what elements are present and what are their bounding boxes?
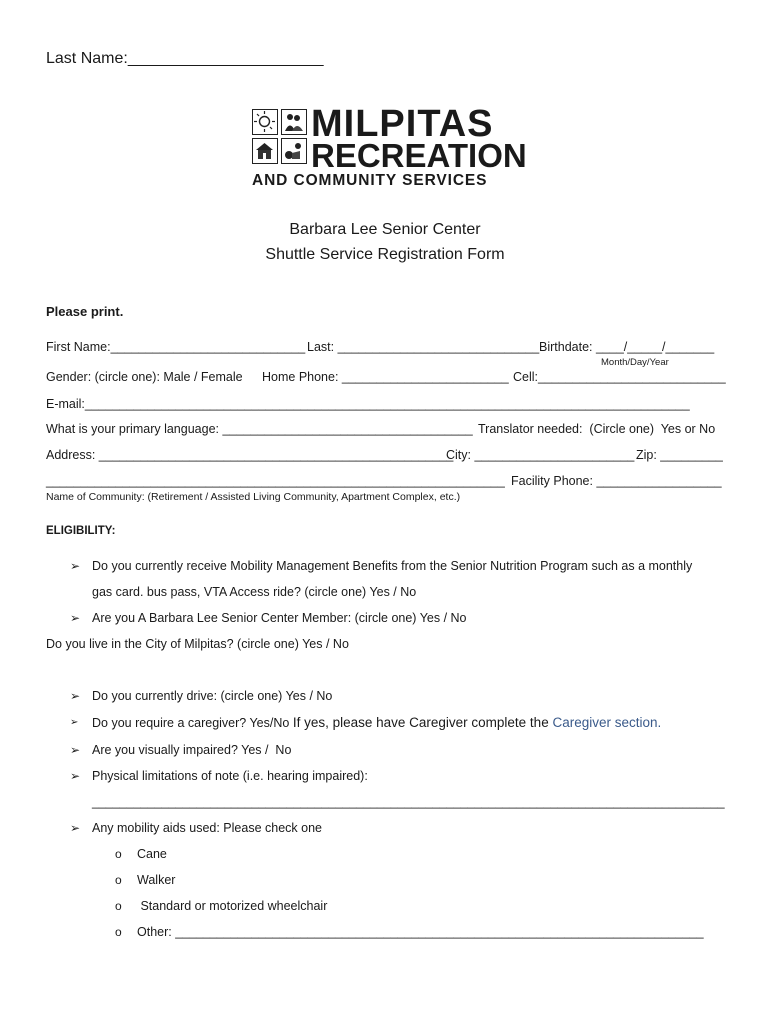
arrow-bullet-icon: ➢ bbox=[70, 559, 81, 573]
birthdate-field[interactable]: Birthdate: ____/_____/_______ bbox=[539, 340, 715, 354]
aid-option-wheelchair[interactable]: Standard or motorized wheelchair bbox=[137, 899, 328, 913]
first-name-field[interactable]: First Name:____________________________ bbox=[46, 340, 306, 354]
arrow-bullet-icon: ➢ bbox=[70, 689, 81, 703]
caregiver-section-link[interactable]: Caregiver section. bbox=[552, 715, 662, 730]
milpitas-logo-icons bbox=[252, 109, 308, 165]
last-name-field[interactable]: Last Name:______________________ bbox=[46, 50, 324, 67]
question-live-in-milpitas[interactable]: Do you live in the City of Milpitas? (circle one) Yes / No bbox=[46, 637, 349, 651]
primary-language-field[interactable]: What is your primary language: ____________________________________ bbox=[46, 422, 473, 436]
aid-option-other[interactable]: Other: ____________________________________________________________________________ bbox=[137, 925, 704, 939]
physical-limitations-field[interactable]: ___________________________________________________________________________________________ bbox=[92, 795, 725, 809]
question-center-member[interactable]: Are you A Barbara Lee Senior Center Member: (circle one) Yes / No bbox=[92, 611, 467, 625]
question-mobility-aids: Any mobility aids used: Please check one bbox=[92, 821, 322, 835]
arrow-bullet-icon: ➢ bbox=[70, 611, 81, 625]
community-hint: Name of Community: (Retirement / Assisted Living Community, Apartment Complex, etc.) bbox=[46, 491, 461, 503]
logo-text-milpitas: MILPITAS bbox=[311, 103, 494, 145]
question-mobility-benefits: Do you currently receive Mobility Management Benefits from the Senior Nutrition Program such as a monthly bbox=[92, 559, 693, 573]
question-visually-impaired[interactable]: Are you visually impaired? Yes / No bbox=[92, 743, 292, 757]
caregiver-instruction-text: If yes, please have Caregiver complete the bbox=[292, 715, 553, 730]
cell-field[interactable]: Cell:___________________________ bbox=[513, 370, 726, 384]
logo-house-icon bbox=[252, 138, 278, 164]
aid-option-walker[interactable]: Walker bbox=[137, 873, 176, 887]
email-field[interactable]: E-mail:_______________________________________________________________________________________ bbox=[46, 397, 690, 411]
question-mobility-benefits-cont[interactable]: gas card. bus pass, VTA Access ride? (circle one) Yes / No bbox=[92, 585, 417, 599]
logo-people-icon bbox=[281, 109, 307, 135]
zip-field[interactable]: Zip: _________ bbox=[636, 448, 723, 462]
aid-option-cane[interactable]: Cane bbox=[137, 847, 167, 861]
question-currently-drive[interactable]: Do you currently drive: (circle one) Yes / No bbox=[92, 689, 333, 703]
circle-bullet-icon: o bbox=[115, 925, 122, 939]
city-field[interactable]: City: _______________________ bbox=[446, 448, 635, 462]
arrow-bullet-icon: ➢ bbox=[70, 821, 81, 835]
address-field[interactable]: Address: ___________________________________________________ bbox=[46, 448, 454, 462]
community-name-field[interactable]: __________________________________________________________________ bbox=[46, 474, 505, 488]
logo-activity-icon bbox=[281, 138, 307, 164]
form-title-line2: Shuttle Service Registration Form bbox=[265, 246, 505, 263]
arrow-bullet-icon: ➢ bbox=[70, 743, 81, 757]
question-require-caregiver[interactable] bbox=[92, 716, 661, 730]
caregiver-question-text: Do you require a caregiver? Yes/No bbox=[92, 716, 293, 730]
logo-text-community-services: AND COMMUNITY SERVICES bbox=[252, 172, 488, 189]
birthdate-hint: Month/Day/Year bbox=[601, 357, 669, 368]
gender-field[interactable]: Gender: (circle one): Male / Female bbox=[46, 370, 243, 384]
arrow-bullet-icon: ➢ bbox=[70, 717, 79, 728]
question-physical-limitations: Physical limitations of note (i.e. hearing impaired): bbox=[92, 769, 368, 783]
logo-text-recreation: RECREATION bbox=[311, 137, 527, 174]
home-phone-field[interactable]: Home Phone: ________________________ bbox=[262, 370, 509, 384]
circle-bullet-icon: o bbox=[115, 899, 122, 913]
translator-needed-field[interactable]: Translator needed: (Circle one) Yes or No bbox=[478, 422, 716, 436]
form-title-line1: Barbara Lee Senior Center bbox=[289, 221, 481, 238]
please-print-label: Please print. bbox=[46, 304, 124, 319]
logo-sun-icon bbox=[252, 109, 278, 135]
last-field[interactable]: Last: _____________________________ bbox=[307, 340, 540, 354]
facility-phone-field[interactable]: Facility Phone: __________________ bbox=[511, 474, 722, 488]
circle-bullet-icon: o bbox=[115, 847, 122, 861]
arrow-bullet-icon: ➢ bbox=[70, 769, 81, 783]
circle-bullet-icon: o bbox=[115, 873, 122, 887]
eligibility-heading: ELIGIBILITY: bbox=[46, 525, 116, 537]
